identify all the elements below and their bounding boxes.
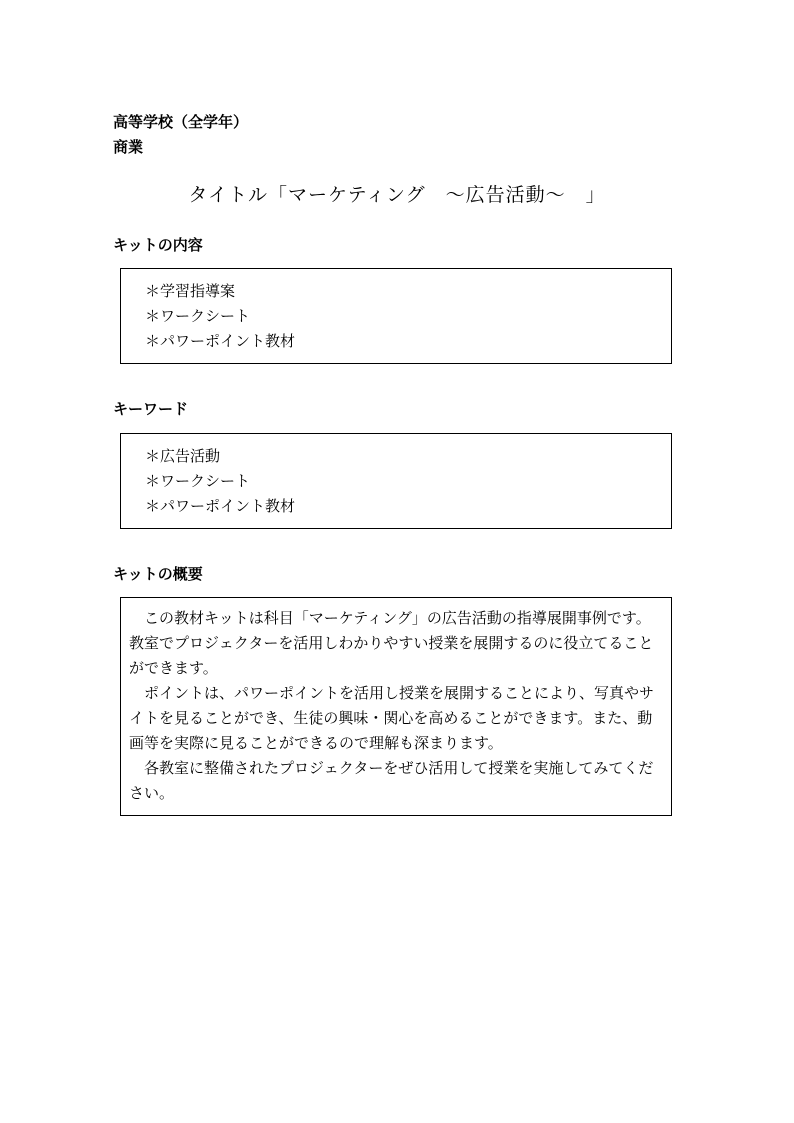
kit-contents-box xyxy=(120,268,672,364)
list-item: ＊広告活動 xyxy=(145,447,221,465)
summary-heading: キットの概要 xyxy=(113,565,203,583)
kit-contents-list xyxy=(121,269,671,354)
list-item: ＊ワークシート xyxy=(145,307,251,325)
subject-name: 商業 xyxy=(113,138,144,156)
list-item: ＊学習指導案 xyxy=(145,282,236,300)
keywords-box xyxy=(120,433,672,529)
summary-paragraph: ポイントは、パワーポイントを活用し授業を展開することにより、写真やサイトを見ることができ、生徒の興味・関心を高めることができます。また、動画等を実際に見ることができるので理解も深まります。 xyxy=(129,684,655,752)
summary-paragraph: この教材キットは科目「マーケティング」の広告活動の指導展開事例です。教室でプロジェクターを活用しわかりやすい授業を展開するのに役立てることができます。 xyxy=(129,609,654,677)
page-title: タイトル「マーケティング ～広告活動～ 」 xyxy=(188,184,606,206)
summary-paragraph: 各教室に整備されたプロジェクターをぜひ活用して授業を実施してみてください。 xyxy=(129,759,654,802)
school-level: 高等学校（全学年） xyxy=(113,113,249,131)
kit-contents-heading: キットの内容 xyxy=(113,236,203,254)
keywords-list xyxy=(121,434,671,519)
list-item: ＊ワークシート xyxy=(145,472,251,490)
list-item: ＊パワーポイント教材 xyxy=(145,332,296,350)
summary-box xyxy=(120,597,672,816)
list-item: ＊パワーポイント教材 xyxy=(145,497,296,515)
keywords-heading: キーワード xyxy=(113,400,189,418)
